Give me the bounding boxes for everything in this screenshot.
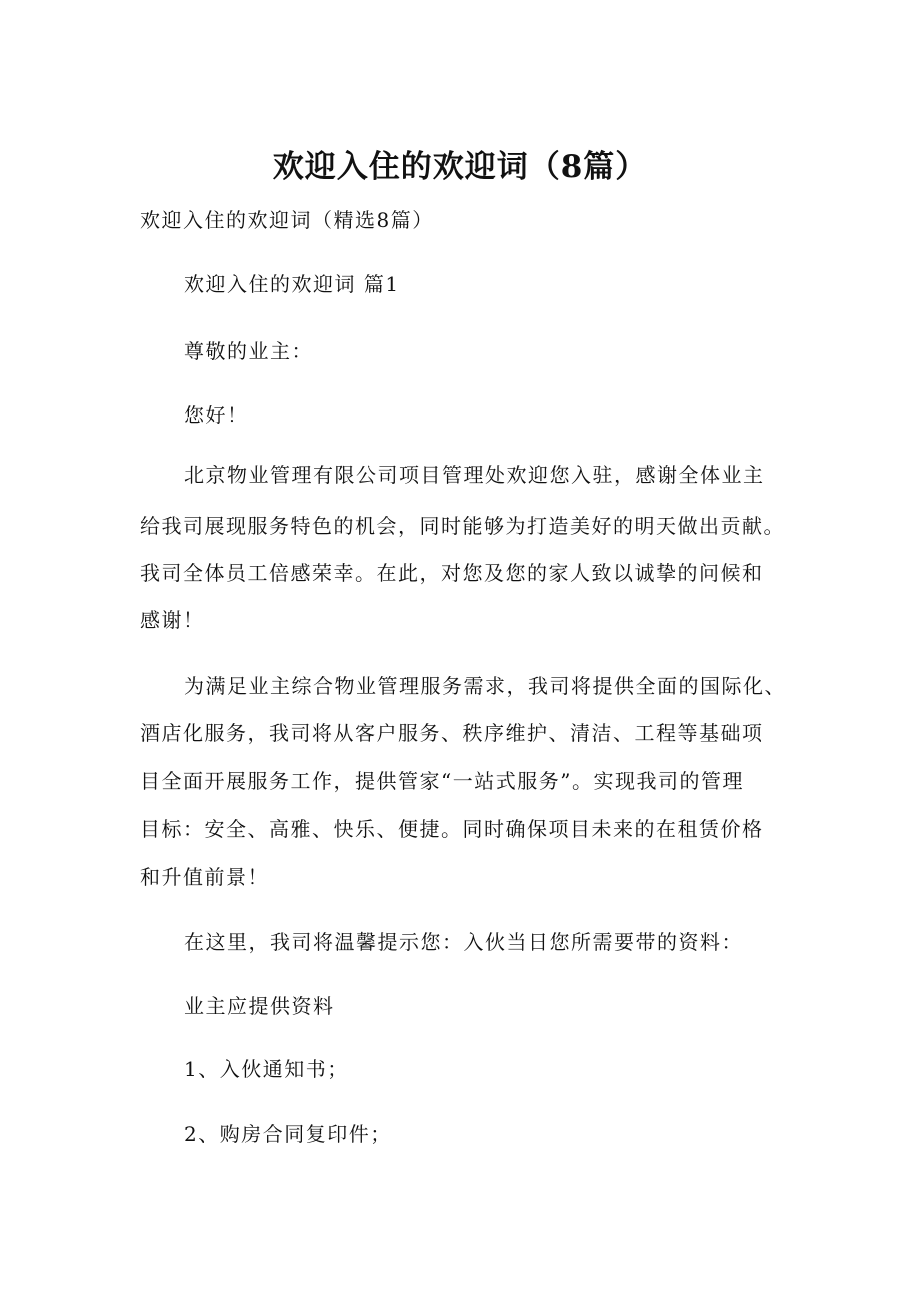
paragraph-1-line-3: 我司全体员工倍感荣幸。在此，对您及您的家人致以诚挚的问候和 [140, 561, 764, 585]
reminder-text: 在这里，我司将温馨提示您：入伙当日您所需要带的资料： [184, 930, 743, 954]
paragraph-2-line-5: 和升值前景！ [140, 865, 269, 889]
salutation: 尊敬的业主： [184, 339, 313, 363]
paragraph-1-line-4: 感谢！ [140, 608, 205, 632]
paragraph-2-line-3: 目全面开展服务工作，提供管家“一站式服务”。实现我司的管理 [140, 769, 744, 793]
document-subtitle: 欢迎入住的欢迎词（精选8篇） [140, 208, 434, 232]
document-title: 欢迎入住的欢迎词（8篇） [272, 149, 648, 185]
paragraph-2-line-1: 为满足业主综合物业管理服务需求，我司将提供全面的国际化、 [184, 674, 786, 698]
paragraph-2-line-2: 酒店化服务，我司将从客户服务、秩序维护、清洁、工程等基础项 [140, 721, 764, 745]
paragraph-1-line-2: 给我司展现服务特色的机会，同时能够为打造美好的明天做出贡献。 [140, 514, 785, 538]
list-item: 1、入伙通知书； [184, 1057, 349, 1081]
list-heading: 业主应提供资料 [184, 994, 335, 1018]
paragraph-2-line-4: 目标：安全、高雅、快乐、便捷。同时确保项目未来的在租赁价格 [140, 817, 764, 841]
greeting: 您好！ [184, 403, 249, 427]
section-heading: 欢迎入住的欢迎词 篇1 [184, 272, 400, 296]
paragraph-1-line-1: 北京物业管理有限公司项目管理处欢迎您入驻，感谢全体业主 [184, 463, 765, 487]
list-item: 2、购房合同复印件； [184, 1122, 392, 1146]
